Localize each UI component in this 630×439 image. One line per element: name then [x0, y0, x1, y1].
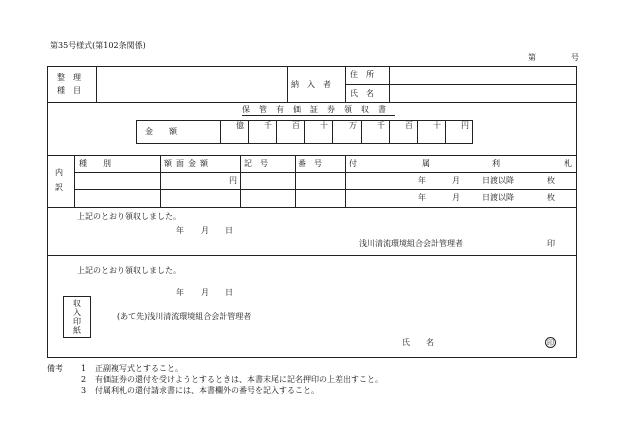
divider	[287, 66, 288, 102]
stamp-char-2: 入	[73, 308, 81, 317]
digit-unit-label: 万	[349, 121, 357, 130]
form-title: 第35号様式(第102条関係)	[50, 41, 146, 50]
stamp-char-3: 印	[73, 317, 81, 326]
section1-seal: 印	[547, 239, 555, 248]
digit-divider	[332, 120, 333, 144]
digit-divider	[248, 120, 249, 144]
header-type: 種 別	[79, 159, 111, 168]
note-1-text: 正副複写式とすること。	[95, 364, 183, 373]
payer-label: 納 入 者	[291, 80, 331, 89]
divider	[47, 255, 577, 256]
row1-from-day: 日渡以降	[482, 176, 514, 185]
number-suffix: 号	[571, 53, 579, 62]
digit-unit-label: 十	[320, 121, 328, 130]
category-label-2: 種 目	[57, 86, 81, 95]
divider	[74, 189, 577, 190]
revenue-stamp-box	[63, 296, 91, 338]
digit-divider	[445, 120, 446, 144]
row1-year: 年	[418, 176, 426, 185]
note-2-text: 有価証券の還付を受けようとするときは、本書末尾に記名押印の上差出すこと。	[95, 375, 383, 384]
row1-month: 月	[452, 176, 460, 185]
digit-divider	[361, 120, 362, 144]
digit-unit-label: 百	[405, 121, 413, 130]
row2-month: 月	[452, 193, 460, 202]
header-face-value: 額面金額	[164, 159, 212, 168]
row2-from-day: 日渡以降	[482, 193, 514, 202]
number-prefix: 第	[528, 53, 536, 62]
divider	[47, 207, 577, 208]
stamp-char-4: 紙	[73, 326, 81, 335]
note-1-num: 1	[81, 364, 87, 373]
row2-count: 枚	[547, 193, 555, 202]
section2-addressee: (あて先)浅川清流環境組合会計管理者	[117, 312, 252, 321]
notes-label: 備考	[47, 364, 63, 373]
header-attached-1: 付	[349, 159, 357, 168]
divider	[96, 66, 97, 102]
digit-divider	[389, 120, 390, 144]
header-symbol: 記 号	[244, 159, 268, 168]
details-side-label-1: 内	[55, 168, 63, 177]
header-attached-4: 札	[564, 159, 572, 168]
divider	[47, 155, 577, 156]
divider	[74, 172, 577, 173]
digit-divider	[304, 120, 305, 144]
note-3-num: 3	[81, 386, 87, 395]
divider	[345, 155, 346, 207]
divider	[220, 120, 221, 144]
digit-divider	[417, 120, 418, 144]
section2-seal: 印	[547, 339, 554, 347]
digit-unit-label: 億	[236, 121, 244, 130]
section1-text: 上記のとおり領収しました。	[77, 212, 181, 221]
address-label: 住 所	[350, 70, 374, 79]
details-side-label-2: 訳	[55, 183, 63, 192]
section2-year: 年	[176, 288, 184, 297]
amount-label: 金 額	[145, 127, 177, 136]
digit-divider	[276, 120, 277, 144]
section2-name-label: 氏 名	[402, 338, 434, 347]
section2-day: 日	[225, 288, 233, 297]
divider	[47, 102, 577, 103]
divider	[74, 155, 75, 207]
section1-year: 年	[176, 226, 184, 235]
section1-day: 日	[225, 226, 233, 235]
header-number: 番 号	[298, 159, 322, 168]
row2-year: 年	[418, 193, 426, 202]
category-label-1: 整 理	[57, 73, 81, 82]
divider	[240, 155, 241, 207]
header-attached-3: 利	[492, 159, 500, 168]
row1-count: 枚	[547, 176, 555, 185]
note-3-text: 付属利札の還付請求書には、本書欄外の番号を記入すること。	[95, 386, 319, 395]
section2-text: 上記のとおり領収しました。	[77, 266, 181, 275]
digit-unit-label: 千	[377, 121, 385, 130]
section1-signer: 浅川清流環境組合会計管理者	[359, 239, 463, 248]
digit-unit-label: 十	[433, 121, 441, 130]
digit-unit-label: 千	[264, 121, 272, 130]
divider	[160, 155, 161, 207]
header-attached-2: 属	[422, 159, 430, 168]
digit-unit-label: 円	[461, 121, 469, 130]
section2-month: 月	[201, 288, 209, 297]
digit-unit-label: 百	[292, 121, 300, 130]
note-2-num: 2	[81, 375, 87, 384]
name-label: 氏 名	[350, 89, 374, 98]
yen-unit: 円	[229, 176, 237, 185]
divider	[345, 84, 577, 85]
receipt-title: 保管有価証券領収書	[242, 105, 395, 114]
section1-month: 月	[201, 226, 209, 235]
divider	[295, 155, 296, 207]
stamp-char-1: 収	[73, 299, 81, 308]
